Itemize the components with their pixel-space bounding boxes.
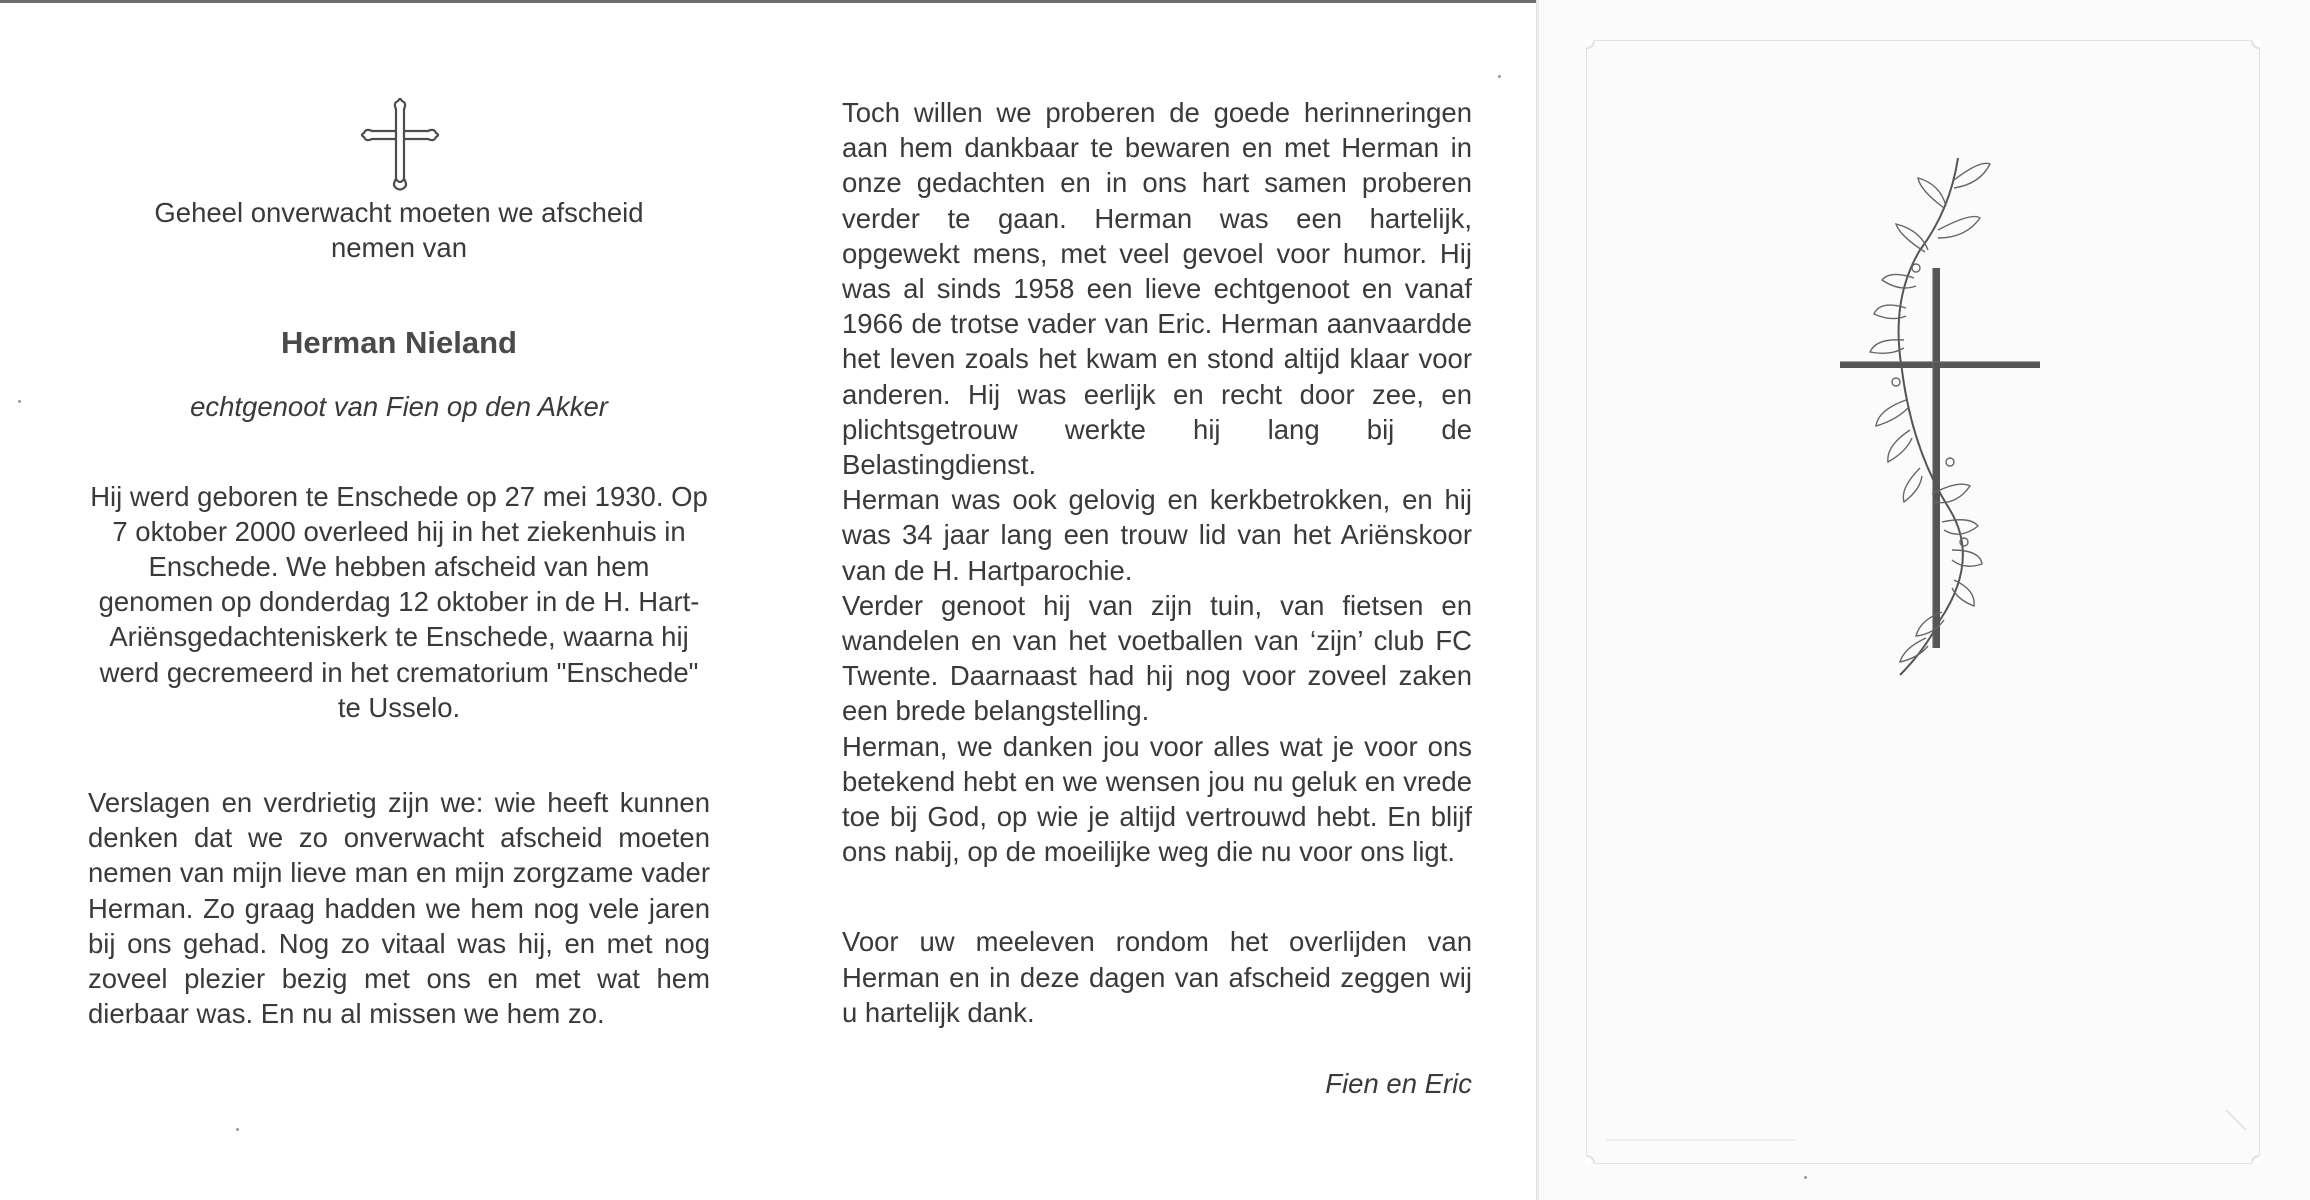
grief-paragraph: Verslagen en verdrietig zijn we: wie heeft kunnen denken dat we zo onverwacht afscheid moeten nemen van mijn lieve man en mijn zorgzame vader Herman. Zo graag hadden we hem nog vele jaren bij ons gehad. Nog zo vitaal was hij, en met nog zoveel plezier bezig met ons en met wat hem dierbaar was. En nu al missen we hem zo.: [88, 787, 710, 1030]
ornamental-cross-icon: [360, 95, 440, 191]
signature: Fien en Eric: [1325, 1068, 1472, 1100]
biography-paragraph: Hij werd geboren te Enschede op 27 mei 1930. Op 7 oktober 2000 overleed hij in het ziekenhuis in Enschede. We hebben afscheid van hem genomen op donderdag 12 oktober in de H. Hart-Ariënsgedachteniskerk te Enschede, waarna hij werd gecremeerd in het crematorium "Enschede" te Usselo.: [90, 480, 708, 723]
deceased-name: Herman Nieland: [280, 325, 517, 361]
top-edge-rule: [0, 0, 1540, 3]
faith-paragraph: Herman was ook gelovig en kerkbetrokken, en hij was 34 jaar lang een trouw lid van het Ariënskoor van de H. Hartparochie.: [842, 484, 1472, 586]
middle-column: [842, 95, 1472, 1101]
farewell-paragraph: Herman, we danken jou voor alles wat je voor ons betekend hebt en we wensen jou nu geluk en vrede toe bij God, op wie je altijd vertrouwd hebt. En blijf ons nabij, op de moeilijke weg die nu voor ons ligt.: [842, 730, 1472, 868]
intro-text: Geheel onverwacht moeten we afscheid nemen van: [154, 197, 644, 264]
memories-paragraph: Toch willen we proberen de goede herinneringen aan hem dankbaar te bewaren en met Herman in onze gedachten en in ons hart samen proberen verder te gaan. Herman was een hartelijk, opgewekt mens, met veel gevoel voor humor. Hij was al sinds 1958 een lieve echtgenoot en vanaf 1966 de trotse vader van Eric. Herman aanvaardde het leven zoals het kwam en stond altijd klaar voor anderen. Hij was eerlijk en recht door zee, en plichtsgetrouw werkte hij lang bij de Belastingdienst.: [842, 97, 1472, 481]
thanks-paragraph: Voor uw meeleven rondom het overlijden van Herman en in deze dagen van afscheid zeggen wij u hartelijk dank.: [842, 926, 1472, 1028]
left-column: [88, 195, 710, 1031]
scan-speck: [1498, 75, 1501, 78]
scan-speck: [1804, 1176, 1807, 1179]
hobbies-paragraph: Verder genoot hij van zijn tuin, van fietsen en wandelen en van het voetballen van ‘zijn’ club FC Twente. Daarnaast had hij nog voor zoveel zaken een brede belangstelling.: [842, 589, 1472, 727]
scan-speck: [236, 1128, 239, 1131]
spouse-line: echtgenoot van Fien op den Akker: [190, 391, 608, 423]
scan-speck: [18, 400, 21, 403]
cross-with-olive-branch-icon: [1830, 150, 2060, 690]
